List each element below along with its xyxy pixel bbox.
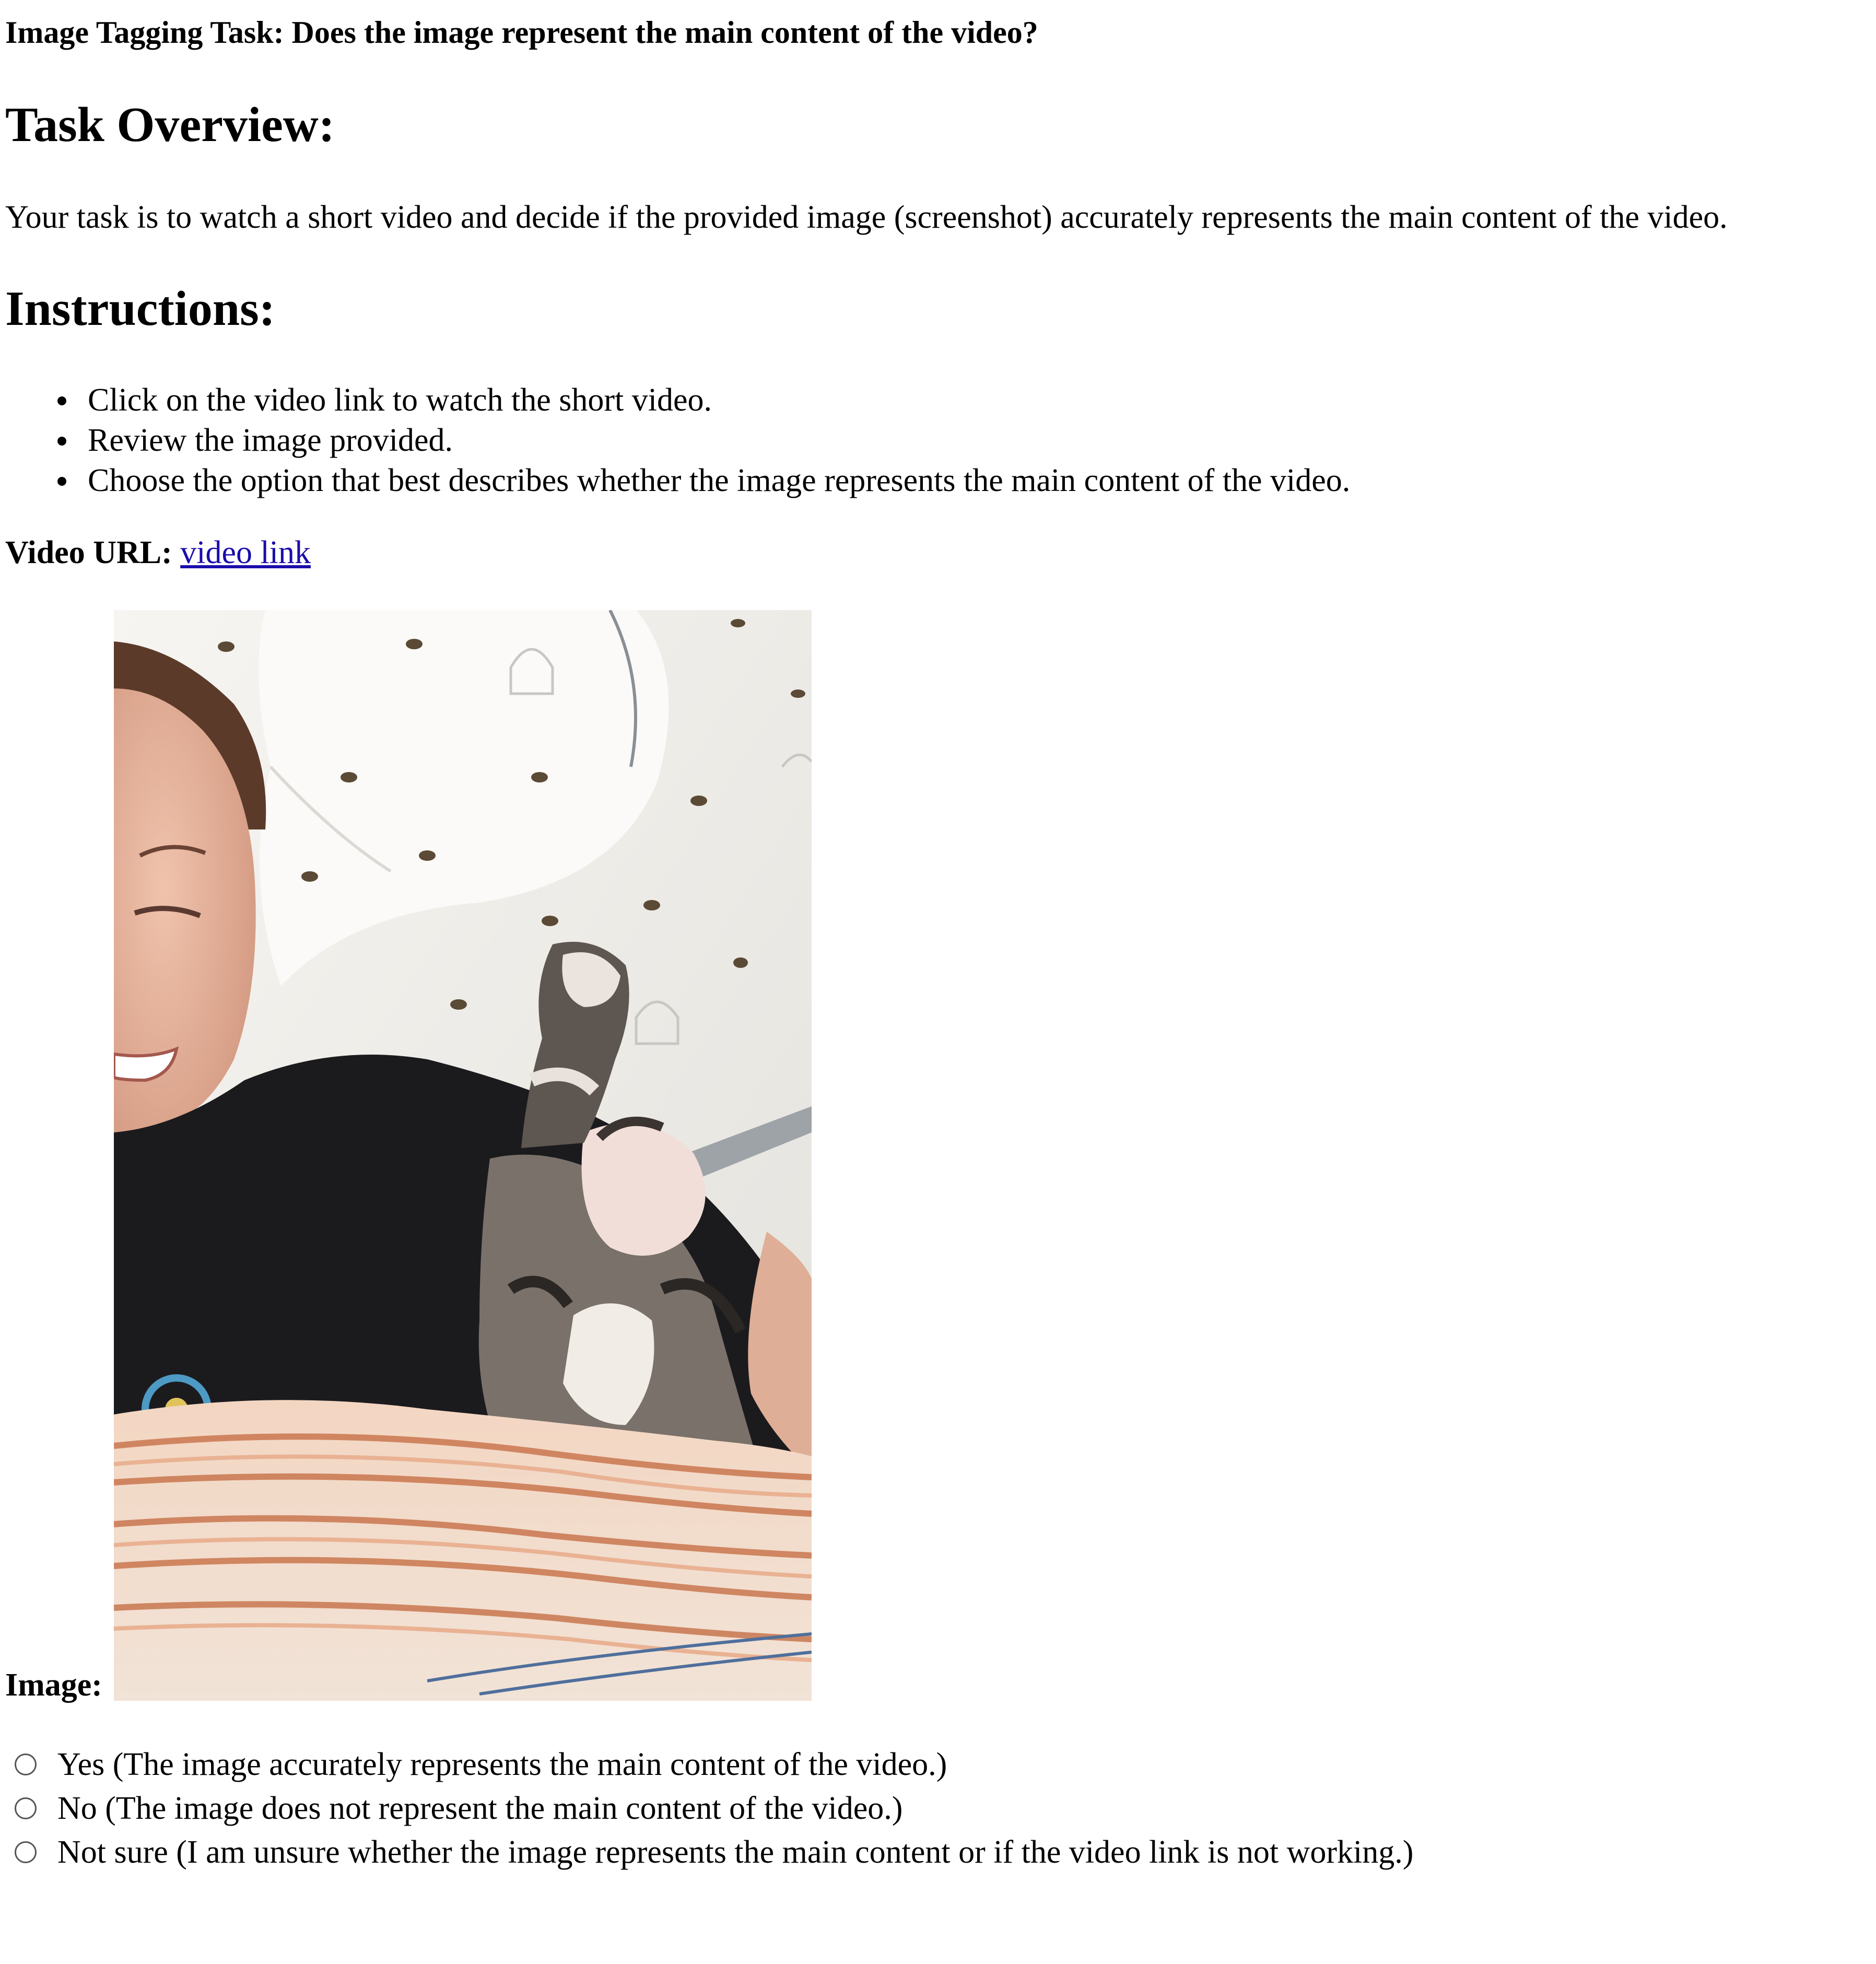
bullet-icon <box>57 437 66 446</box>
video-url-row <box>5 532 311 574</box>
video-url-label: Video URL: <box>5 535 172 570</box>
task-image <box>114 610 812 1701</box>
option-not-sure[interactable] <box>15 1830 1413 1874</box>
option-yes-label: Yes (The image accurately represents the main content of the video.) <box>57 1747 947 1782</box>
instructions-heading: Instructions: <box>5 282 276 336</box>
option-not-sure-label: Not sure (I am unsure whether the image represents the main content or if the video link is not working.) <box>57 1834 1414 1870</box>
instruction-text: Choose the option that best describes whether the image represents the main content of the video. <box>88 463 1351 498</box>
option-no[interactable] <box>15 1786 1413 1830</box>
radio-yes[interactable] <box>15 1753 37 1775</box>
radio-not-sure[interactable] <box>15 1841 37 1863</box>
instruction-text: Review the image provided. <box>88 423 453 458</box>
instruction-item <box>5 380 1350 420</box>
overview-text: Your task is to watch a short video and decide if the provided image (screenshot) accurately represents the main content of the video. <box>5 200 1728 235</box>
instruction-item <box>5 420 1350 461</box>
instructions-list <box>5 380 1350 501</box>
option-no-label: No (The image does not represent the main content of the video.) <box>57 1791 903 1826</box>
page-title: Image Tagging Task: Does the image represent the main content of the video? <box>5 15 1038 50</box>
option-yes[interactable] <box>15 1743 1413 1786</box>
bullet-icon <box>57 396 66 405</box>
instruction-item <box>5 461 1350 501</box>
overview-heading: Task Overview: <box>5 98 335 152</box>
image-label: Image: <box>5 1667 102 1703</box>
bullet-icon <box>57 477 66 486</box>
answer-options <box>15 1743 1413 1874</box>
instruction-text: Click on the video link to watch the short video. <box>88 382 712 418</box>
radio-no[interactable] <box>15 1797 37 1819</box>
video-link[interactable]: video link <box>180 535 311 570</box>
